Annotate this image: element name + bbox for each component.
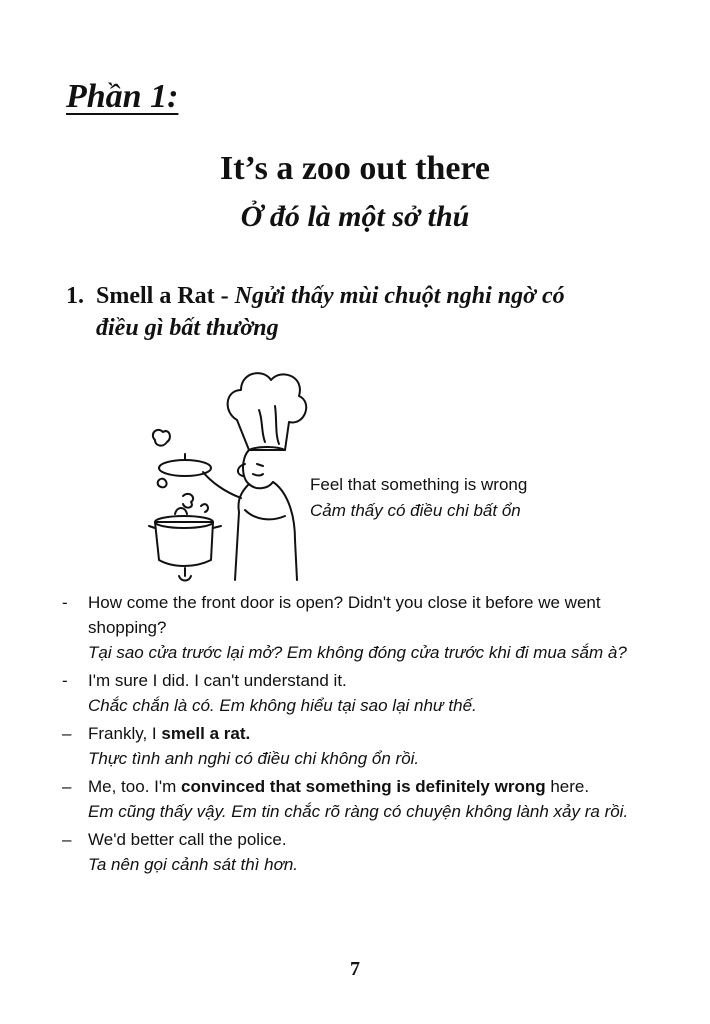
idiom-separator: - xyxy=(214,283,235,309)
page-number: 7 xyxy=(350,958,360,980)
dialogue-english: I'm sure I did. I can't understand it. xyxy=(88,671,347,690)
idiom-vietnamese-line1: Ngửi thấy mùi chuột nghi ngờ có xyxy=(234,283,565,309)
dialogue-turn xyxy=(62,721,662,771)
dialogue-vietnamese: Thực tình anh nghi có điều chi không ổn rồi. xyxy=(88,749,420,768)
dialogue-vietnamese: Chắc chắn là có. Em không hiểu tại sao lại như thế. xyxy=(88,696,477,715)
idiom-vietnamese-line2: điều gì bất thường xyxy=(96,315,279,341)
idiom-english: Smell a Rat xyxy=(96,283,215,309)
dialogue-turn xyxy=(62,774,662,824)
dialogue-dash: - xyxy=(62,593,68,612)
dialogue xyxy=(62,590,662,880)
page-subtitle: Ở đó là một sở thú xyxy=(240,200,470,233)
meaning-vietnamese: Cảm thấy có điều chi bất ổn xyxy=(310,501,521,520)
dialogue-dash: – xyxy=(62,830,72,849)
dialogue-dash: - xyxy=(62,671,68,690)
dialogue-english: We'd better call the police. xyxy=(88,830,287,849)
dialogue-vietnamese: Tại sao cửa trước lại mở? Em không đóng cửa trước khi đi mua sắm à? xyxy=(88,643,627,662)
dialogue-turn xyxy=(62,827,662,877)
chef-cooking-icon xyxy=(145,350,315,590)
idiom-heading xyxy=(66,280,656,344)
page-title: It’s a zoo out there xyxy=(219,150,491,187)
dialogue-dash: – xyxy=(62,724,72,743)
dialogue-turn xyxy=(62,590,662,665)
dialogue-turn xyxy=(62,668,662,718)
part-heading: Phần 1: xyxy=(66,78,179,115)
dialogue-vietnamese: Ta nên gọi cảnh sát thì hơn. xyxy=(88,855,299,874)
dialogue-vietnamese: Em cũng thấy vậy. Em tin chắc rõ ràng có chuyện không lành xảy ra rồi. xyxy=(88,802,629,821)
idiom-meaning xyxy=(310,472,527,524)
idiom-number: 1. xyxy=(66,283,84,309)
dialogue-dash: – xyxy=(62,777,72,796)
dialogue-english: Frankly, I smell a rat. xyxy=(88,724,251,743)
dialogue-english: How come the front door is open? Didn't you close it before we went shopping? xyxy=(88,593,601,637)
meaning-english: Feel that something is wrong xyxy=(310,475,528,494)
dialogue-english: Me, too. I'm convinced that something is definitely wrong here. xyxy=(88,777,590,796)
